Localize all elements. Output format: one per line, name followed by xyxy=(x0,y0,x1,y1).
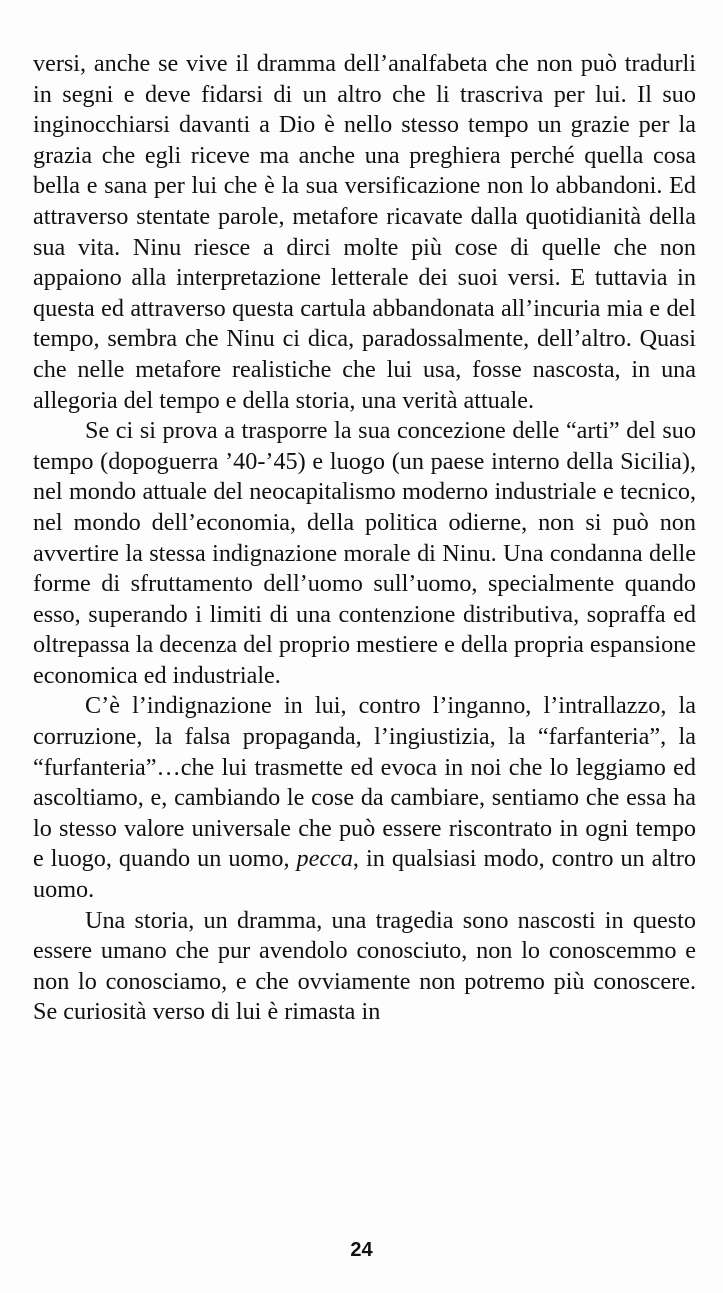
paragraph-4: Una storia, un dramma, una tragedia sono nascosti in questo essere umano che pur avendolo conosciuto, non lo conoscemmo e non lo conosciamo, e che ovviamente non potremo più conoscere. Se curiosità verso di lui è rimasta in xyxy=(33,906,696,1026)
paragraph-1: versi, anche se vive il dramma dell’analfabeta che non può tradurli in segni e deve fidarsi di un altro che li trascriva per lui. Il suo inginocchiarsi davanti a Dio è nello stesso tempo un grazie per la grazia che egli riceve ma anche una preghiera perché quella cosa bella e sana per lui che è la sua versificazione non lo abbandoni. Ed attraverso stentate parole, metafore ricavate dalla quotidianità della sua vita. Ninu riesce a dirci molte più cose di quelle che non appaiono alla interpretazione letterale dei suoi versi. E tuttavia in questa ed attraverso questa cartula abbandonata all’incuria mia e del tempo, sembra che Ninu ci dica, paradossalmente, dell’altro. Quasi che nelle metafore realistiche che lui usa, fosse nascosta, in una allegoria del tempo e della storia, una verità attuale. xyxy=(33,50,696,414)
paragraph-2: Se ci si prova a trasporre la sua concezione delle “arti” del suo tempo (dopoguerra ’40-’45) e luogo (un paese interno della Sicilia), nel mondo attuale del neocapitalismo moderno industriale e tecnico, nel mondo dell’economia, della politica odierne, non si può non avvertire la stessa indignazione morale di Ninu. Una condanna delle forme di sfruttamento dell’uomo sull’uomo, specialmente quando esso, superando i limiti di una contenzione distributiva, sopraffa ed oltrepassa la decenza del proprio mestiere e della propria espansione economica ed industriale. xyxy=(33,417,696,689)
paragraph-3-text-start: C’è l’indignazione in lui, contro l’inganno, l’intrallazzo, la corruzione, la falsa propaganda, l’ingiustizia, la “farfanteria”, la “furfanteria”…che lui trasmette ed evoca in noi che lo leggiamo ed ascoltiamo, e, cambiando le cose da cambiare, sentiamo che essa ha lo stesso valore universale che può essere riscontrato in ogni tempo e luogo, quando un uomo, xyxy=(33,692,696,873)
body-text xyxy=(33,49,696,1028)
italic-word-pecca: pecca xyxy=(296,845,353,873)
page-number: 24 xyxy=(350,1239,373,1261)
paragraph-3-text-end: , in qualsiasi modo, contro un altro uomo. xyxy=(33,845,696,904)
paragraph-3 xyxy=(33,691,696,905)
